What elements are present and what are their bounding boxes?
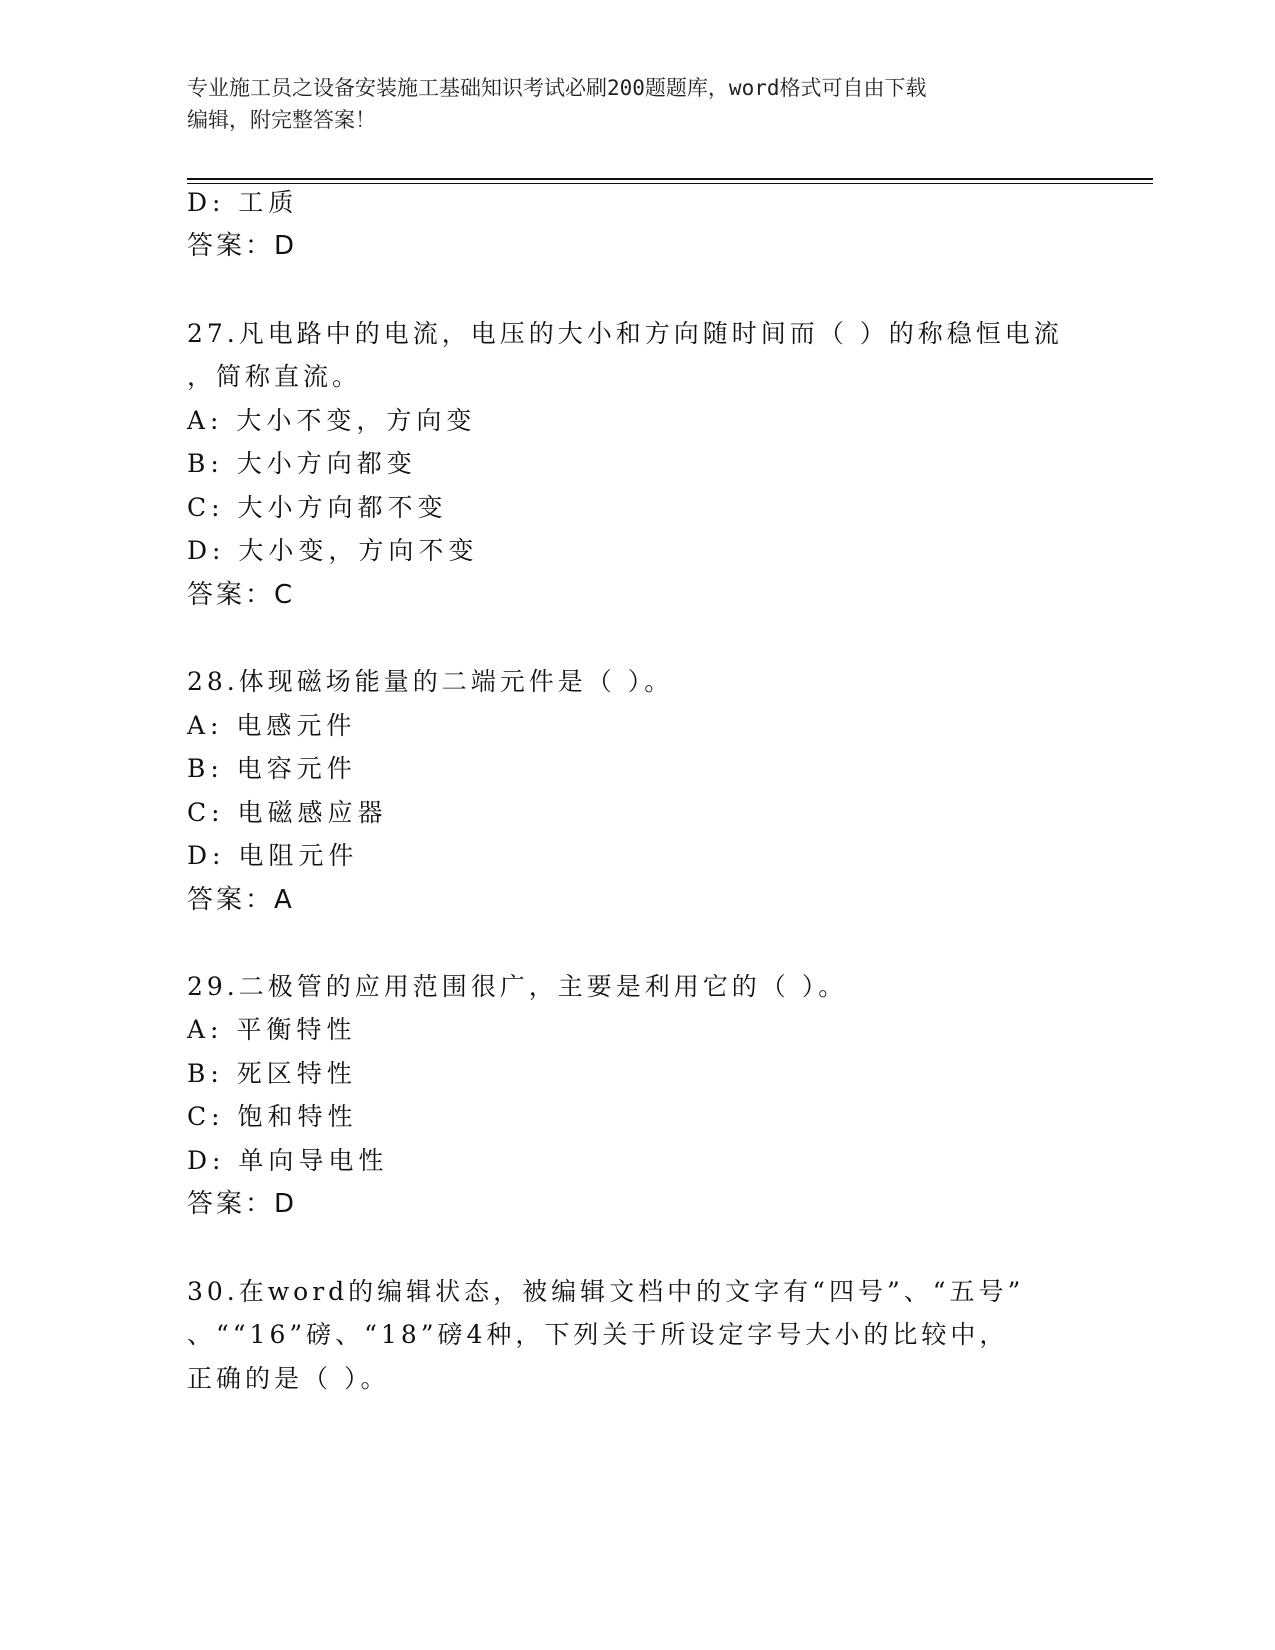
prev-answer: 答案：D [187, 231, 298, 261]
q30-stem-line-2: 、““16”磅、“18”磅4种，下列关于所设定字号大小的比较中， [187, 1320, 1009, 1349]
q29-option-c: C: 饱和特性 [187, 1102, 358, 1131]
q28-stem-line-1: 28.体现磁场能量的二端元件是（ ）。 [187, 667, 674, 696]
q28-option-d: D: 电阻元件 [187, 841, 359, 870]
q30-stem-line-1: 30.在word的编辑状态，被编辑文档中的文字有“四号”、“五号” [187, 1277, 1025, 1306]
q29-option-b: B: 死区特性 [187, 1059, 357, 1088]
prev-option-d: D: 工质 [187, 188, 299, 217]
q28-option-c: C: 电磁感应器 [187, 798, 388, 827]
q27-stem-line-2: ，简称直流。 [187, 362, 362, 391]
q27-option-c: C: 大小方向都不变 [187, 493, 448, 522]
header-divider-thick [187, 178, 1153, 180]
q27-option-a: A: 大小不变，方向变 [187, 406, 477, 435]
q29-option-d: D: 单向导电性 [187, 1146, 389, 1175]
q27-option-b: B: 大小方向都变 [187, 449, 417, 478]
q29-stem-line-1: 29.二极管的应用范围很广，主要是利用它的（ ）。 [187, 972, 848, 1001]
header-divider-thin [187, 183, 1153, 184]
q27-option-d: D: 大小变，方向不变 [187, 536, 479, 565]
q28-option-a: A: 电感元件 [187, 711, 357, 740]
q29-option-a: A: 平衡特性 [187, 1015, 357, 1044]
q28-answer: 答案：A [187, 885, 295, 915]
q30-stem-line-3: 正确的是（ ）。 [187, 1364, 390, 1393]
header-line-2: 编辑，附完整答案！ [187, 108, 376, 132]
page-header [187, 72, 1087, 136]
q28-option-b: B: 电容元件 [187, 754, 357, 783]
q29-answer: 答案：D [187, 1189, 298, 1219]
q27-answer: 答案：C [187, 580, 296, 610]
header-line-1: 专业施工员之设备安装施工基础知识考试必刷200题题库，word格式可自由下载 [187, 76, 927, 100]
q27-stem-line-1: 27.凡电路中的电流，电压的大小和方向随时间而（ ）的称稳恒电流 [187, 319, 1063, 348]
